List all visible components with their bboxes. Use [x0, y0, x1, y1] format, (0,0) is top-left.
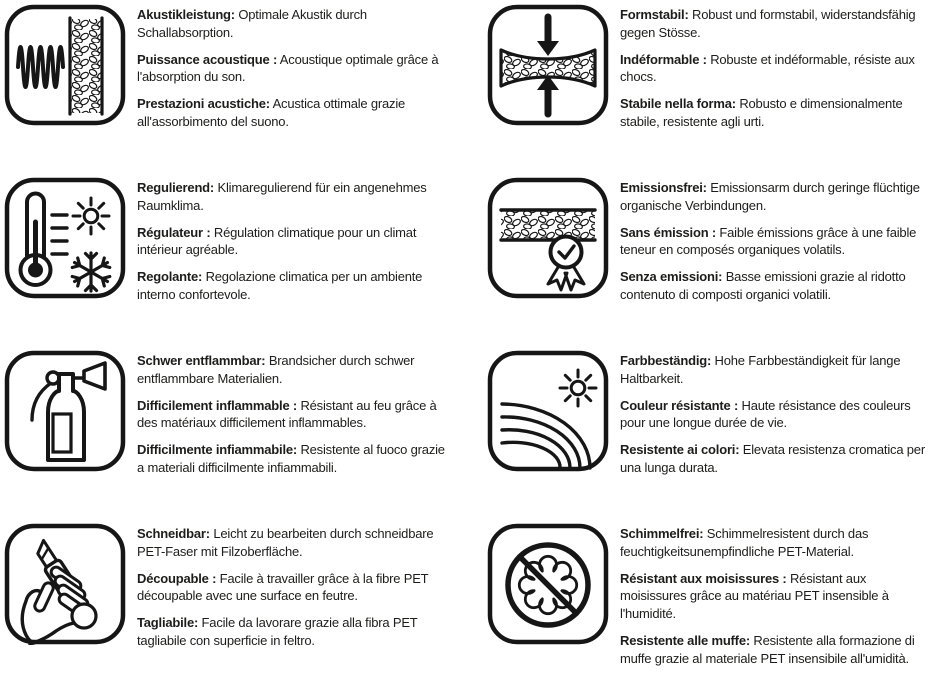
- entry-body: Basse emissioni grazie al ridotto contenuto di composti organici volatili.: [620, 269, 906, 302]
- entry-label: Regulierend:: [137, 180, 215, 195]
- entry-de: [620, 525, 932, 561]
- feature-text: [137, 177, 449, 313]
- entry-de: [137, 6, 449, 42]
- feature-shape-stable: [468, 4, 936, 177]
- entry-label: Schwer entflammbar:: [137, 353, 266, 368]
- entry-body: Resistente alla formazione di muffe grazie al materiale PET insensibile all'umidità.: [620, 632, 915, 666]
- entry-it: [137, 441, 449, 477]
- entry-label: Resistente ai colori:: [620, 442, 740, 458]
- entry-body: Elevata resistenza cromatica per una lunga durata.: [620, 442, 925, 475]
- entry-label: Emissionsfrei:: [620, 180, 707, 195]
- hand-cutter-icon: [4, 523, 126, 645]
- entry-body: Robust und formstabil, widerstandsfähig gegen Stösse.: [620, 7, 916, 40]
- entry-label: Formstabil:: [620, 7, 689, 22]
- feature-text: [620, 350, 932, 486]
- entry-label: Regolante:: [137, 269, 203, 285]
- entry-body: Résistant aux moisissures grâce au matériau PET insensible à l'humidité.: [620, 570, 889, 622]
- entry-de: [620, 352, 932, 388]
- entry-body: Regolazione climatica per un ambiente interno confortevole.: [137, 269, 423, 302]
- feature-color-fast: [468, 350, 936, 523]
- entry-body: Acustica ottimale grazie all'assorbimento del suono.: [137, 96, 406, 129]
- entry-it: [137, 614, 449, 650]
- entry-body: Robusto e dimensionalmente stabile, resistente agli urti.: [620, 96, 903, 129]
- entry-body: Faible émissions grâce à une faible teneur en composés organiques volatils.: [620, 224, 917, 258]
- entry-fr: [620, 51, 932, 87]
- entry-body: Facile da lavorare grazie alla fibra PET tagliabile con superficie in feltro.: [137, 615, 418, 648]
- feature-flame-retardant: [0, 350, 468, 523]
- entry-it: [620, 95, 932, 131]
- entry-label: Resistente alle muffe:: [620, 632, 750, 648]
- entry-fr: [137, 397, 449, 433]
- entry-fr: [137, 224, 449, 260]
- entry-label: Découpable :: [137, 570, 217, 586]
- entry-de: [620, 6, 932, 42]
- entry-label: Résistant aux moisissures :: [620, 570, 787, 586]
- entry-body: Acoustique optimale grâce à l'absorption du son.: [137, 51, 439, 85]
- entry-label: Difficilmente infiammabile:: [137, 442, 298, 458]
- fire-extinguisher-icon: [4, 350, 126, 472]
- entry-body: Leicht zu bearbeiten durch schneidbare PET-Faser mit Filzoberfläche.: [137, 526, 434, 559]
- entry-label: Schneidbar:: [137, 526, 210, 541]
- entry-label: Couleur résistante :: [620, 397, 739, 413]
- feature-text: [137, 523, 449, 659]
- entry-it: [137, 268, 449, 304]
- entry-de: [137, 352, 449, 388]
- entry-fr: [620, 570, 932, 623]
- entry-body: Emissionsarm durch geringe flüchtige organische Verbindungen.: [620, 180, 920, 213]
- entry-it: [620, 441, 932, 477]
- entry-label: Stabile nella forma:: [620, 96, 736, 112]
- feature-text: [620, 177, 932, 313]
- entry-label: Indéformable :: [620, 51, 707, 67]
- entry-body: Klimaregulierend für ein angenehmes Raumklima.: [137, 180, 427, 213]
- entry-label: Prestazioni acustiche:: [137, 96, 270, 112]
- no-mold-icon: [487, 523, 609, 645]
- entry-label: Schimmelfrei:: [620, 526, 704, 541]
- entry-label: Akustikleistung:: [137, 7, 235, 22]
- entry-it: [620, 268, 932, 304]
- entry-body: Robuste et indéformable, résiste aux chocs.: [620, 51, 915, 85]
- rainbow-sun-icon: [487, 350, 609, 472]
- feature-climate-regulating: [0, 177, 468, 350]
- feature-mold-free: [468, 523, 936, 696]
- entry-de: [620, 179, 932, 215]
- feature-emission-free: [468, 177, 936, 350]
- entry-body: Schimmelresistent durch das feuchtigkeitsunempfindliche PET-Material.: [620, 526, 869, 559]
- entry-body: Haute résistance des couleurs pour une longue durée de vie.: [620, 397, 911, 431]
- feature-acoustic: [0, 4, 468, 177]
- entry-label: Sans émission :: [620, 224, 716, 240]
- entry-body: Régulation climatique pour un climat intérieur agréable.: [137, 224, 417, 258]
- entry-de: [137, 179, 449, 215]
- entry-de: [137, 525, 449, 561]
- entry-label: Farbbeständig:: [620, 353, 712, 368]
- entry-it: [137, 95, 449, 131]
- entry-label: Senza emissioni:: [620, 269, 723, 285]
- certified-low-emission-icon: [487, 177, 609, 299]
- feature-cuttable: [0, 523, 468, 696]
- compression-resistance-icon: [487, 4, 609, 126]
- entry-label: Régulateur :: [137, 224, 211, 240]
- feature-text: [620, 4, 932, 140]
- thermometer-sun-snowflake-icon: [4, 177, 126, 299]
- entry-body: Resistente al fuoco grazie a materiali difficilmente infiammabili.: [137, 442, 445, 475]
- entry-fr: [620, 224, 932, 260]
- entry-label: Puissance acoustique :: [137, 51, 278, 67]
- entry-body: Optimale Akustik durch Schallabsorption.: [137, 7, 367, 40]
- entry-fr: [620, 397, 932, 433]
- feature-text: [137, 4, 449, 140]
- entry-body: Hohe Farbbeständigkeit für lange Haltbarkeit.: [620, 353, 901, 386]
- entry-fr: [137, 570, 449, 606]
- entry-body: Facile à travailler grâce à la fibre PET découpable avec une surface en feutre.: [137, 570, 429, 604]
- feature-text: [137, 350, 449, 486]
- entry-it: [620, 632, 932, 668]
- entry-label: Difficilement inflammable :: [137, 397, 298, 413]
- entry-body: Résistant au feu grâce à des matériaux difficilement inflammables.: [137, 397, 437, 431]
- feature-text: [620, 523, 932, 677]
- entry-label: Tagliabile:: [137, 615, 199, 631]
- entry-fr: [137, 51, 449, 87]
- entry-body: Brandsicher durch schwer entflammbare Materialien.: [137, 353, 415, 386]
- sound-absorption-icon: [4, 4, 126, 126]
